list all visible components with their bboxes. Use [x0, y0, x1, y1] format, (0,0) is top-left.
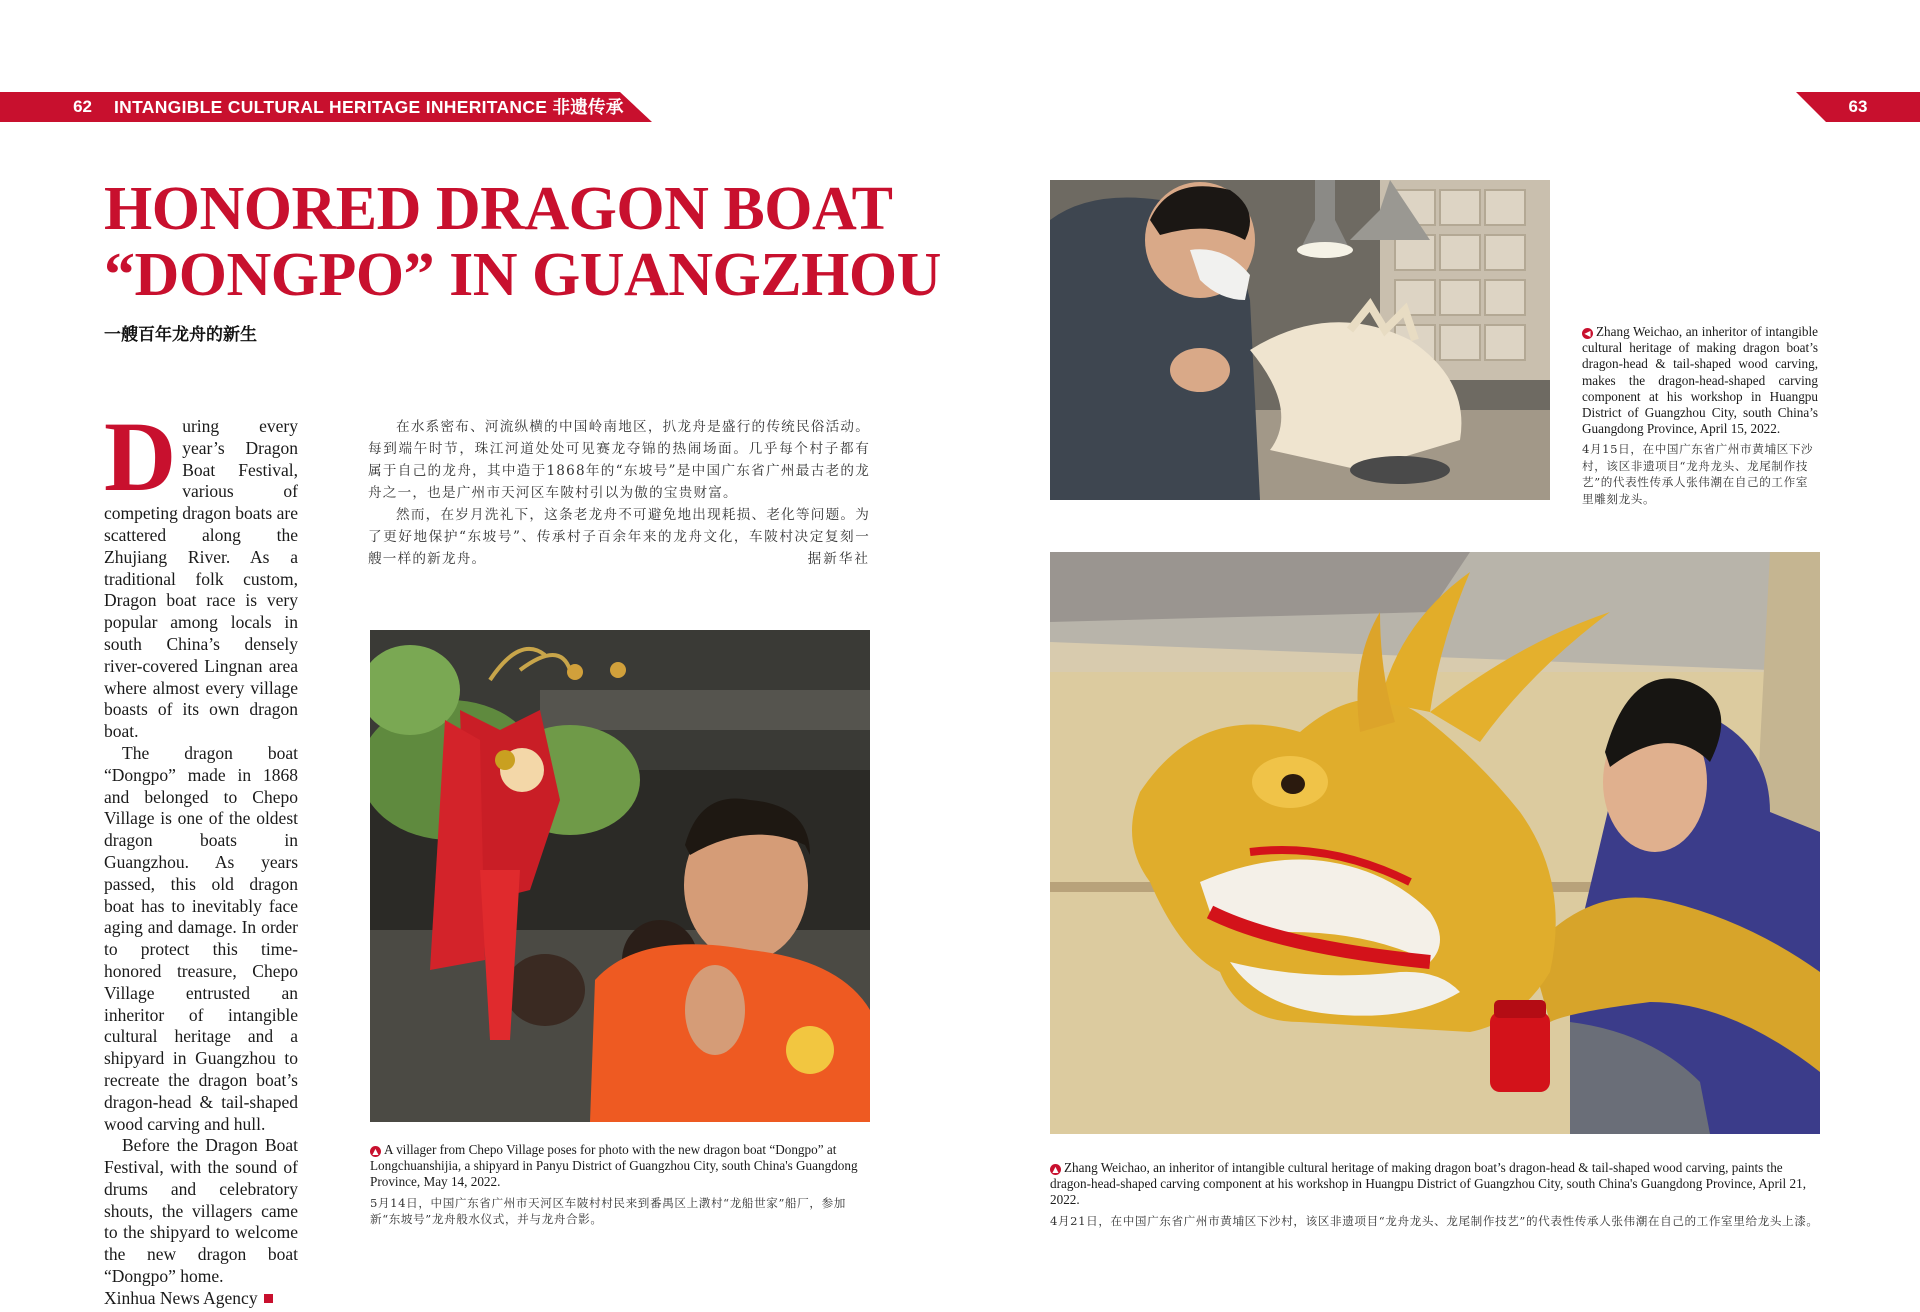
- right-page-number: 63: [1848, 97, 1868, 116]
- photo3-caption-cn: 4月21日，在中国广东省广州市黄埔区下沙村，该区非遗项目“龙舟龙头、龙尾制作技艺”的代表性传承人张伟潮在自己的工作室里给龙头上漆。: [1050, 1213, 1819, 1228]
- photo3-caption: [1050, 1160, 1822, 1229]
- photo2-caption-en: [1582, 324, 1818, 437]
- cn-paragraph-2: [368, 504, 870, 570]
- photo-painting-dragon-head: [1050, 552, 1820, 1134]
- arrow-left-circle-icon: ◀: [1582, 328, 1593, 339]
- left-page-number: 62: [73, 97, 92, 116]
- section-title: INTANGIBLE CULTURAL HERITAGE INHERITANCE 非遗传承: [114, 97, 624, 117]
- headline: [104, 175, 941, 309]
- photo2-caption-en-text: Zhang Weichao, an inheritor of intangible cultural heritage of making dragon boat’s dragon-head & tail-shaped wood carving, makes the dragon-head-shaped carving component at his workshop in Huangpu District of Guangzhou City, south China’s Guangdong Province, April 15, 2022.: [1582, 324, 1818, 437]
- english-article-body: [104, 401, 298, 1310]
- photo-villager-dragon-boat: [370, 630, 870, 1122]
- paragraph-2: The dragon boat “Dongpo” made in 1868 and belonged to Chepo Village is one of the oldest dragon boats in Guangzhou. As years passed, this old dragon boat has to inevitably face aging and damage. In order to protect this time-honored treasure, Chepo Village entrusted an inheritor of intangible cultural heritage and a shipyard in Guangzhou to recreate the dragon boat’s dragon-head & tail-shaped wood carving and hull.: [104, 742, 298, 1134]
- headline-line-2: “DONGPO” IN GUANGZHOU: [104, 241, 941, 309]
- article-credit: [104, 1288, 298, 1310]
- drop-cap: D: [104, 401, 177, 512]
- photo3-caption-en: [1050, 1160, 1822, 1209]
- cn-paragraph-2-text: 然而，在岁月洗礼下，这条老龙舟不可避免地出现耗损、老化等问题。为了更好地保护“东坡号”、传承村子百余年来的龙舟文化，车陂村决定复刻一艘一样的新龙舟。: [368, 507, 870, 567]
- photo3-caption-en-text: Zhang Weichao, an inheritor of intangible cultural heritage of making dragon boat’s dragon-head & tail-shaped wood carving, paints the dragon-head-shaped carving component at his workshop in Huangpu District of Guangzhou City, south China's Guangdong Province, April 21, 2022.: [1050, 1160, 1807, 1208]
- photo1-caption-en-text: A villager from Chepo Village poses for photo with the new dragon boat “Dongpo” at Longchuanshijia, a shipyard in Panyu District of Guangzhou City, south China's Guangdong Province, May 14, 2022.: [370, 1142, 858, 1190]
- chinese-article-body: [368, 416, 870, 570]
- cn-paragraph-1: 在水系密布、河流纵横的中国岭南地区，扒龙舟是盛行的传统民俗活动。每到端午时节，珠江河道处处可见赛龙夺锦的热闹场面。几乎每个村子都有属于自己的龙舟，其中造于1868年的“东坡号”是中国广东省广州最古老的龙舟之一，也是广州市天河区车陂村引以为傲的宝贵财富。: [368, 419, 870, 501]
- photo1-caption-cn: 5月14日，中国广东省广州市天河区车陂村村民来到番禺区上漖村“龙船世家”船厂，参加新“东坡号”龙舟般水仪式，并与龙舟合影。: [370, 1195, 846, 1227]
- photo1-caption-en: [370, 1142, 872, 1191]
- paragraph-1-text: uring every year’s Dragon Boat Festival, various of competing dragon boats are scattered along the Zhujiang River. As a traditional folk custom, Dragon boat race is very popular among locals in south China’s densely river-covered Lingnan area where almost every village boasts of its own dragon boat.: [104, 416, 298, 742]
- arrow-up-circle-icon: ▲: [370, 1146, 381, 1157]
- paragraph-3: Before the Dragon Boat Festival, with the sound of drums and celebratory shouts, the villagers came to the shipyard to welcome the new dragon boat “Dongpo” home.: [104, 1135, 298, 1287]
- photo-carving-dragon-head: [1050, 180, 1550, 500]
- photo1-caption: [370, 1142, 872, 1228]
- credit-text: Xinhua News Agency: [104, 1287, 258, 1308]
- photo2-caption-cn: 4月15日，在中国广东省广州市黄埔区下沙村，该区非遗项目“龙舟龙头、龙尾制作技艺”的代表性传承人张伟潮在自己的工作室里雕刻龙头。: [1582, 442, 1814, 506]
- photo2-caption: [1582, 324, 1818, 507]
- cn-source: 据新华社: [807, 551, 870, 567]
- end-mark-icon: [264, 1294, 273, 1303]
- headline-line-1: HONORED DRAGON BOAT: [104, 175, 893, 243]
- chinese-subtitle: 一艘百年龙舟的新生: [104, 325, 257, 345]
- arrow-up-circle-icon: ▲: [1050, 1164, 1061, 1175]
- paragraph-1: [104, 401, 298, 743]
